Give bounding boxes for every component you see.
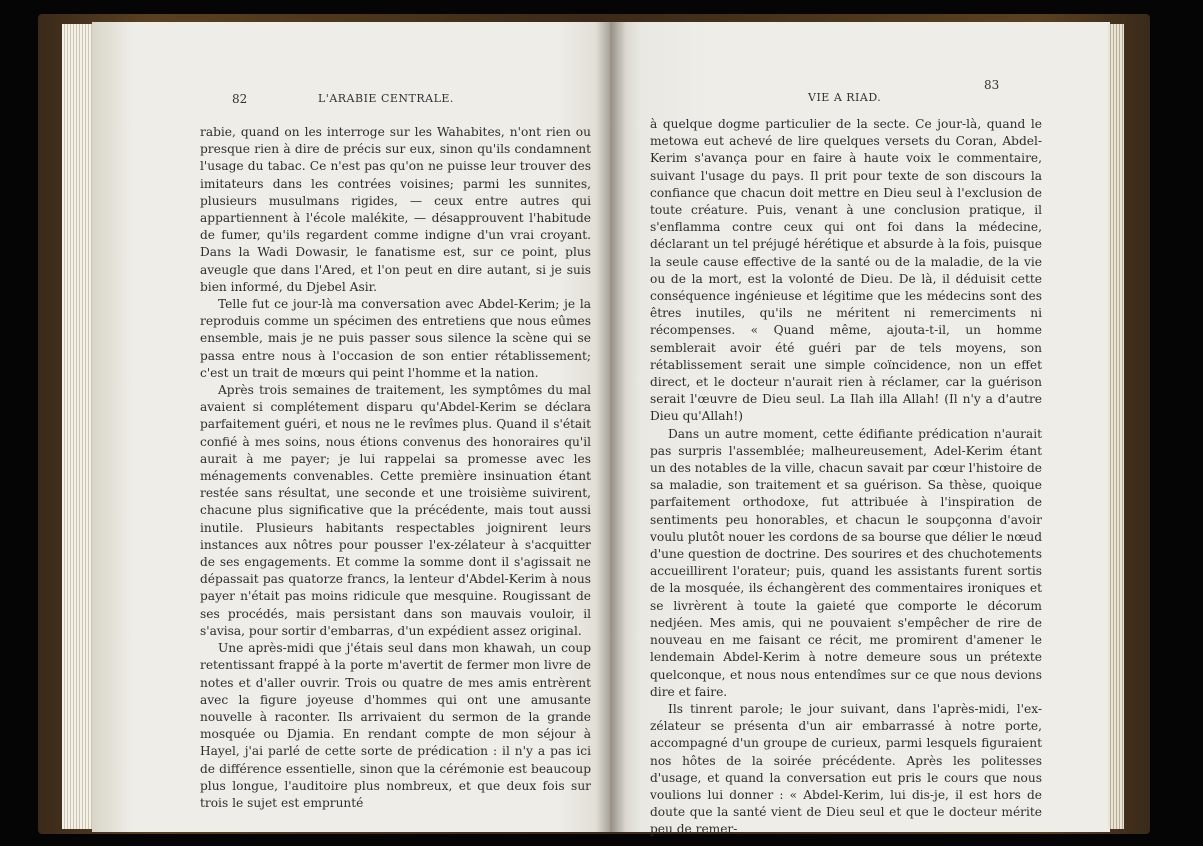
right-page (610, 22, 1110, 837)
paragraph: Telle fut ce jour-là ma conversation avec Abdel-Kerim; je la reproduis comme un spécimen des entretiens que nous eûmes ensemble, mais je ne puis passer sous silence la scène qui se passa entre nous à l'occasion de son entier rétablissement; c'est un trait de mœurs qui peint l'homme et la nation. (200, 297, 591, 380)
page-number-right: 83 (984, 78, 1000, 92)
paragraph: Ils tinrent parole; le jour suivant, dans l'après-midi, l'ex-zélateur se présenta d'un air embarrassé à notre porte, accompagné d'un groupe de curieux, parmi lesquels figuraient nos hôtes de la soirée précédente. Après les politesses d'usage, et quand la conversation eut pris le cours que nous voulions lui donner : « Abdel-Kerim, lui dis-je, il est hors de doute que la santé vient de Dieu seul et que le docteur mérite peu de remer- (650, 701, 1042, 837)
running-head-left: L'ARABIE CENTRALE. (318, 92, 454, 105)
page-number-left: 82 (232, 92, 248, 106)
page-edges-left (62, 24, 94, 829)
page-edges-right (1108, 24, 1124, 829)
left-page (92, 22, 610, 832)
book-gutter (596, 22, 626, 832)
paragraph: à quelque dogme particulier de la secte. Ce jour-là, quand le metowa eut achevé de lire quelques versets du Coran, Abdel-Kerim s'avança pour en faire à haute voix le commentaire, suivant l'usage du pays. Il prit pour texte de son discours la confiance que chacun doit mettre en Dieu seul à l'exclusion de toute créature. Puis, venant à une conclusion pratique, il s'enflamma contre ceux qui ont foi dans la médecine, déclarant un tel préjugé hérétique et absurde à la fois, puisque la seule cause effective de la santé ou de la maladie, de la vie ou de la mort, est la volonté de Dieu. De là, il déduisit cette conséquence ingénieuse et légitime que les médecins sont des êtres inutiles, qu'ils ne méritent ni remerciments ni récompenses. « Quand même, ajouta-t-il, un homme semblerait avoir été guéri par de tels moyens, son rétablissement serait une simple coïncidence, non un effet direct, et le docteur n'aurait rien à réclamer, car la guérison serait l'œuvre de Dieu seul. La Ilah illa Allah! (Il n'y a d'autre Dieu qu'Allah!) (650, 117, 1042, 424)
running-head-right: VIE A RIAD. (808, 91, 882, 104)
left-page-text (200, 124, 591, 812)
paragraph: Une après-midi que j'étais seul dans mon khawah, un coup retentissant frappé à la porte m'avertit de fermer mon livre de notes et d'aller ouvrir. Trois ou quatre de mes amis entrèrent avec la figure joyeuse d'hommes qui ont une amusante nouvelle à raconter. Ils arrivaient du sermon de la grande mosquée ou Djamia. En rendant compte de mon séjour à Hayel, j'ai parlé de cette sorte de prédication : il n'y a pas ici de différence essentielle, sinon que la cérémonie est beaucoup plus longue, l'auditoire plus nombreux, et que deux fois sur trois le sujet est emprunté (200, 641, 591, 810)
paragraph: Après trois semaines de traitement, les symptômes du mal avaient si complétement disparu qu'Abdel-Kerim se déclara parfaitement guéri, et nous ne le revîmes plus. Quand il s'était confié à mes soins, nous étions convenus des honoraires qu'il aurait à me payer; je lui rappelai sa promesse avec les ménagements convenables. Cette première insinuation étant restée sans résultat, une seconde et une troisième suivirent, chacune plus significative que la précédente, mais tout aussi inutile. Plusieurs habitants respectables joignirent leurs instances aux nôtres pour pousser l'ex-zélateur à s'acquitter de ses engagements. Et comme la somme dont il s'agissait ne dépassait pas quatorze francs, la lenteur d'Abdel-Kerim à nous payer n'était pas moins ridicule que mesquine. Rougissant de ses procédés, mais persistant dans son mauvais vouloir, il s'avisa, pour sortir d'embarras, d'un expédient assez original. (200, 383, 591, 638)
paragraph: rabie, quand on les interroge sur les Wahabites, n'ont rien ou presque rien à dire de précis sur eux, sinon qu'ils condamnent l'usage du tabac. Ce n'est pas qu'on ne puisse leur trouver des imitateurs dans les contrées voisines; parmi les sunnites, plusieurs musulmans rigides, — ceux entre autres qui appartiennent à l'école malékite, — désapprouvent l'habitude de fumer, qu'ils regardent comme indigne d'un vrai croyant. Dans la Wadi Dowasir, le fanatisme est, sur ce point, plus aveugle que dans l'Ared, et l'on peut en dire autant, si je suis bien informé, du Djebel Asir. (200, 125, 591, 294)
right-page-text (650, 116, 1042, 839)
paragraph: Dans un autre moment, cette édifiante prédication n'aurait pas surpris l'assemblée; malheureusement, Adel-Kerim étant un des notables de la ville, chacun savait par cœur l'histoire de sa maladie, son traitement et sa guérison. Sa thèse, quoique parfaitement orthodoxe, fut attribuée à l'inspiration de sentiments peu honorables, et chacun le soupçonna d'avoir voulu plutôt nouer les cordons de sa bourse que délier le nœud d'une question de doctrine. Des sourires et des chuchotements accueillirent l'orateur; puis, quand les assistants furent sortis de la mosquée, ils échangèrent des commentaires ironiques et se livrèrent à toute la gaieté que comporte le décorum nedjéen. Mes amis, qui ne pouvaient s'empêcher de rire de nouveau en me faisant ce récit, me promirent d'amener le lendemain Abdel-Kerim à notre demeure sous un prétexte quelconque, et nous nous entendîmes sur ce que nous devions dire et faire. (650, 426, 1042, 699)
